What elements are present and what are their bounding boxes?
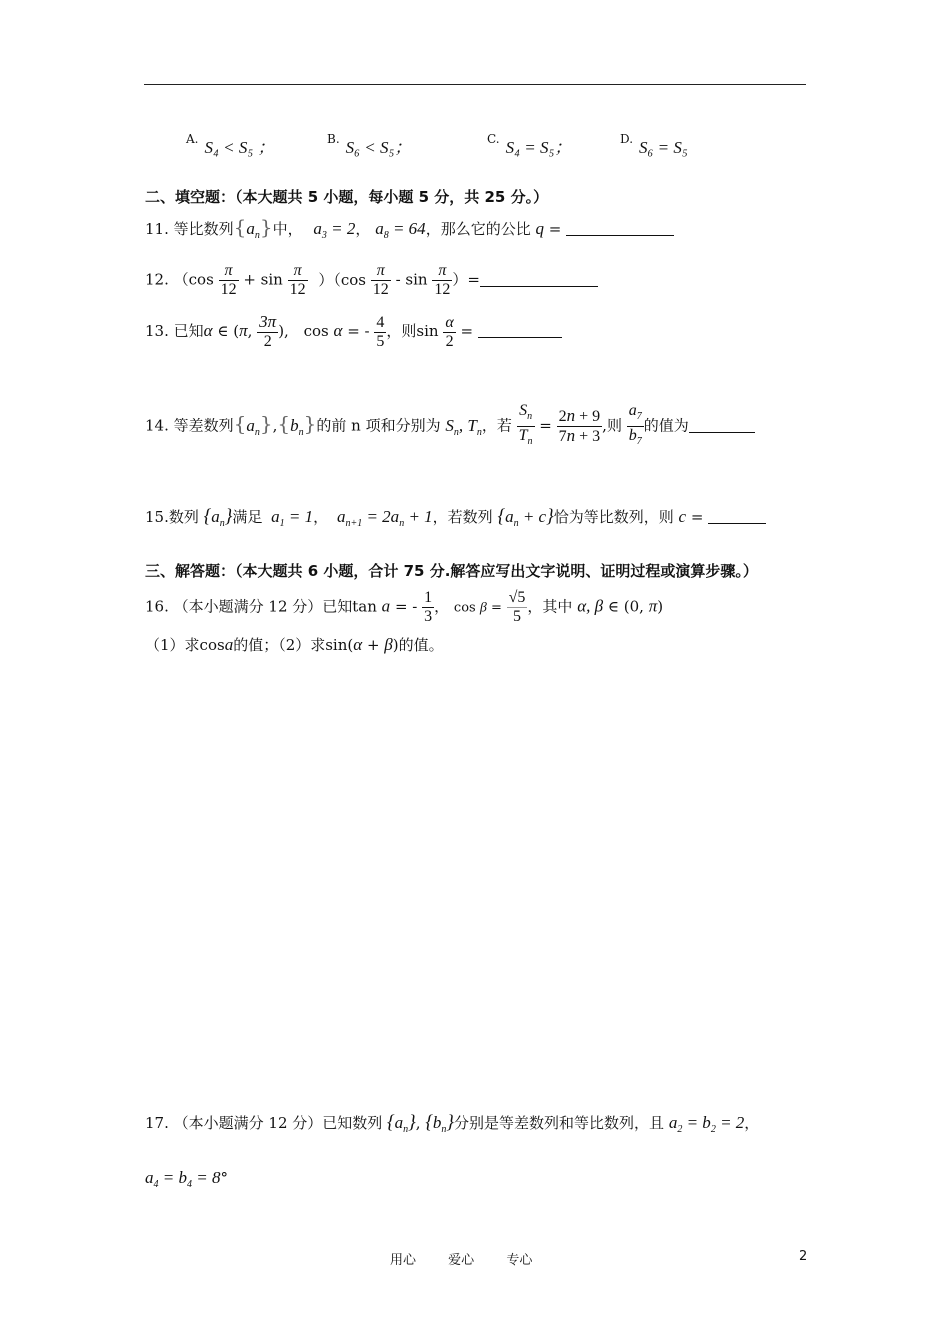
question-17-line-2: $a_4 = b_4 = 8^\circ$ — [145, 1168, 228, 1190]
choice-d-letter: D. — [620, 132, 634, 146]
question-16: 16. （本小题满分 12 分）已知tan a = - $\frac{1}{3}$ ， cos β = $\frac{√5}{5}$ ，其中 α, β ∈ (0, π) — [145, 589, 664, 625]
footer-word-2: 爱心 — [448, 1253, 475, 1268]
q11-text-4: ，那么它的公比 — [425, 220, 531, 238]
q12-mid: ）（cos — [318, 270, 367, 289]
q16-part-2-end: 的值。 — [398, 636, 444, 654]
q12-answer-blank[interactable] — [480, 272, 598, 287]
q15-text-1: 数列 — [168, 508, 199, 526]
choice-a-letter: A. — [186, 132, 199, 146]
question-13: 13. 已知α ∈ (π, $\frac{3\pi}{2}$ ), cos α = - $\frac{4}{5}$ ，则sin $\frac{\alpha}{2}$ = — [145, 313, 562, 351]
q15-text-5: 恰为等比数列，则 — [553, 508, 674, 526]
choice-d-text: S₆ = S₅ — [639, 138, 688, 157]
q14-number: 14. — [145, 416, 169, 435]
question-11: 11. 等比数列$\{a_n\}$中， $a_3 = 2$， $a_8 = 64$，那么它的公比 q = — [145, 215, 674, 241]
brace-right: } — [259, 411, 273, 436]
choice-c-text: S₄ = S₅； — [505, 138, 572, 157]
q14-text-1: 等差数列 — [173, 416, 234, 435]
q13-number: 13. — [145, 322, 169, 340]
q14-text-5: 的值为 — [643, 416, 689, 435]
q16-text-1: （本小题满分 12 分）已知 — [173, 597, 353, 616]
q15-answer-blank[interactable] — [708, 509, 766, 524]
brace-right: } — [259, 215, 273, 239]
q14-text-4: ,则 — [602, 416, 622, 435]
q16-part-1-end: 的值；（2）求 — [233, 636, 326, 654]
q14-text-3: ，若 — [481, 416, 512, 435]
q14-text-2: 的前 n 项和分别为 — [316, 416, 441, 435]
q15-text-2: 满足 — [232, 508, 263, 526]
q12-end: ）= — [452, 270, 480, 289]
q13-text-2: ，则 — [386, 322, 417, 340]
q11-text-2: 中， — [272, 220, 303, 238]
footer-word-3: 专心 — [506, 1253, 533, 1268]
q16-text-3: ，其中 — [527, 597, 573, 616]
q15-text-3: ， — [313, 508, 329, 526]
question-15: 15.数列 $\{a_n\}$满足 $a_1 = 1$， $a_{n+1} = 2a_n + 1$，若数列 $\{a_n + c\}$恰为等比数列，则 c = — [145, 506, 766, 529]
brace-left: { — [277, 411, 291, 436]
choice-b-letter: B. — [327, 132, 340, 146]
section2-heading: 二、填空题：（本大题共 5 小题，每小题 5 分，共 25 分。） — [145, 188, 549, 206]
choice-c-letter: C. — [487, 132, 500, 146]
q17-number: 17. — [145, 1114, 169, 1132]
section3-heading: 三、解答题：（本大题共 6 小题，合计 75 分.解答应写出文字说明、证明过程或演算步骤。） — [145, 562, 758, 580]
q16-part-1: （1）求 — [145, 636, 200, 654]
q11-text-1: 等比数列 — [173, 220, 234, 238]
footer-motto — [390, 1249, 560, 1268]
question-14: 14. 等差数列$\{a_n\},\{b_n\}$的前 n 项和分别为 $S_n$, $T_n$，若 $\frac{S_n}{T_n}$ = $\frac{2n + 9}{7n + 3}$ ,则 $\frac{a_7}{b_7}$ 的值为 — [145, 402, 755, 451]
q16-text-2: ， — [434, 597, 450, 616]
choice-a — [186, 132, 275, 158]
header-rule — [144, 84, 806, 85]
page-number: 2 — [799, 1249, 808, 1264]
q15-text-4: ，若数列 — [432, 508, 493, 526]
q14-answer-blank[interactable] — [689, 418, 755, 433]
question-12: 12. （cos $\frac{\pi}{12}$ + sin $\frac{\pi}{12}$ ）（cos $\frac{\pi}{12}$ - sin $\frac{\pi}{12}$ ）= — [145, 262, 598, 299]
q11-text-3: ， — [355, 220, 371, 238]
q11-number: 11. — [145, 220, 169, 238]
brace-right: } — [303, 411, 317, 436]
choice-b — [327, 132, 411, 158]
q15-number: 15. — [145, 508, 169, 526]
choice-c — [487, 132, 571, 158]
q12-open: （cos — [173, 270, 214, 289]
q16-number: 16. — [145, 597, 169, 616]
brace-left: { — [233, 411, 247, 436]
choice-b-text: S₆ < S₅； — [345, 138, 412, 157]
choice-a-text: S₄ < S₅ ； — [204, 138, 275, 157]
q17-text-1: （本小题满分 12 分）已知数列 — [173, 1114, 383, 1132]
footer-word-1: 用心 — [390, 1253, 417, 1268]
choice-d — [620, 132, 688, 158]
q17-text-2: 分别是等差数列和等比数列，且 — [454, 1114, 665, 1132]
brace-left: { — [233, 215, 247, 239]
question-16-parts: （1）求cosa的值；（2）求sin(α + β)的值。 — [145, 635, 444, 654]
q12-number: 12. — [145, 270, 169, 289]
q11-answer-blank[interactable] — [566, 221, 674, 236]
question-17: 17. （本小题满分 12 分）已知数列 $\{a_n\}$, $\{b_n\}$分别是等差数列和等比数列，且 $a_2 = b_2 = 2$， — [145, 1112, 760, 1135]
q17-text-3: ， — [744, 1114, 760, 1132]
q13-answer-blank[interactable] — [478, 323, 562, 338]
q13-text-1: 已知 — [173, 322, 204, 340]
